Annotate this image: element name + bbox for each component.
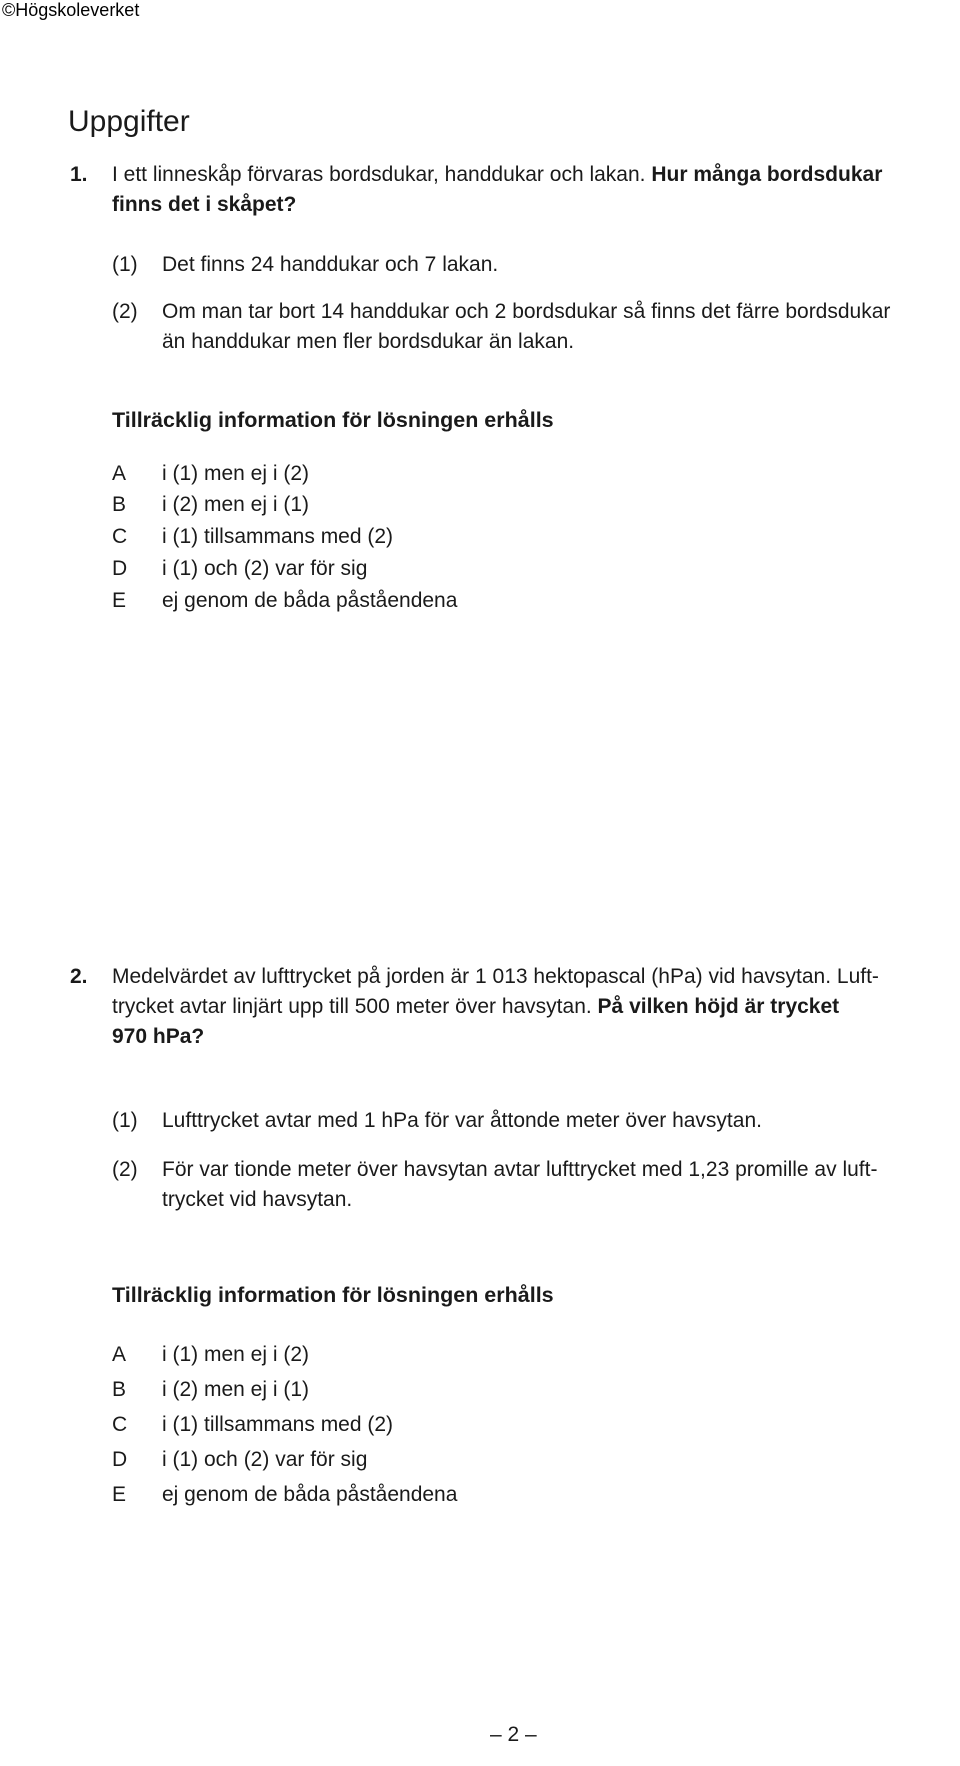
page-number: – 2 – (490, 1723, 537, 1746)
option-letter: B (112, 1378, 127, 1401)
statement-number: (2) (112, 1158, 138, 1181)
copyright-notice: ©Högskoleverket (2, 0, 140, 20)
option-letter: C (112, 1413, 128, 1436)
option-text: ej genom de båda påståendena (162, 589, 458, 612)
question-number: 2. (70, 965, 88, 988)
question-text-bold: På vilken höjd är trycket (597, 995, 840, 1018)
page-title: Uppgifter (68, 105, 190, 138)
option-text: i (1) och (2) var för sig (162, 1448, 368, 1471)
question-text-bold: Hur många bordsdukar (651, 163, 883, 186)
question-text-bold-cont: 970 hPa? (112, 1025, 205, 1048)
question-line-plain: trycket avtar linjärt upp till 500 meter över havsytan. (112, 995, 598, 1018)
sufficiency-heading: Tillräcklig information för lösningen erhålls (112, 1283, 554, 1307)
option-letter: C (112, 525, 128, 548)
option-text: i (1) men ej i (2) (162, 1343, 310, 1366)
option-letter: B (112, 493, 127, 516)
option-text: i (1) tillsammans med (2) (162, 1413, 394, 1436)
question-number: 1. (70, 163, 88, 186)
option-text: i (2) men ej i (1) (162, 493, 310, 516)
option-text: i (2) men ej i (1) (162, 1378, 310, 1401)
question-text-plain: I ett linneskåp förvaras bordsdukar, handdukar och lakan. (112, 163, 652, 186)
option-text: i (1) och (2) var för sig (162, 557, 368, 580)
option-text: i (1) men ej i (2) (162, 462, 310, 485)
statement-text: Lufttrycket avtar med 1 hPa för var åttonde meter över havsytan. (162, 1109, 762, 1132)
option-text: i (1) tillsammans med (2) (162, 525, 394, 548)
statement-line: trycket vid havsytan. (162, 1188, 353, 1211)
question-text (112, 962, 952, 1052)
statement-number: (2) (112, 300, 138, 323)
question-text-bold-cont: finns det i skåpet? (112, 193, 297, 216)
option-letter: D (112, 557, 128, 580)
statement-line: Om man tar bort 14 handdukar och 2 bordsdukar så finns det färre bordsdukar (162, 300, 891, 323)
statement-text (162, 297, 952, 357)
statement-text (162, 1155, 952, 1215)
statement-line: För var tionde meter över havsytan avtar lufttrycket med 1,23 promille av luft- (162, 1158, 878, 1181)
option-letter: A (112, 462, 127, 485)
option-text: ej genom de båda påståendena (162, 1483, 458, 1506)
statement-number: (1) (112, 1109, 138, 1132)
option-letter: E (112, 589, 127, 612)
sufficiency-heading: Tillräcklig information för lösningen erhålls (112, 408, 554, 432)
statement-text: Det finns 24 handdukar och 7 lakan. (162, 253, 499, 276)
option-letter: D (112, 1448, 128, 1471)
question-line: Medelvärdet av lufttrycket på jorden är 1 013 hektopascal (hPa) vid havsytan. Luft- (112, 965, 879, 988)
option-letter: A (112, 1343, 127, 1366)
statement-number: (1) (112, 253, 138, 276)
question-text (112, 160, 952, 220)
statement-line: än handdukar men fler bordsdukar än lakan. (162, 330, 575, 353)
option-letter: E (112, 1483, 127, 1506)
